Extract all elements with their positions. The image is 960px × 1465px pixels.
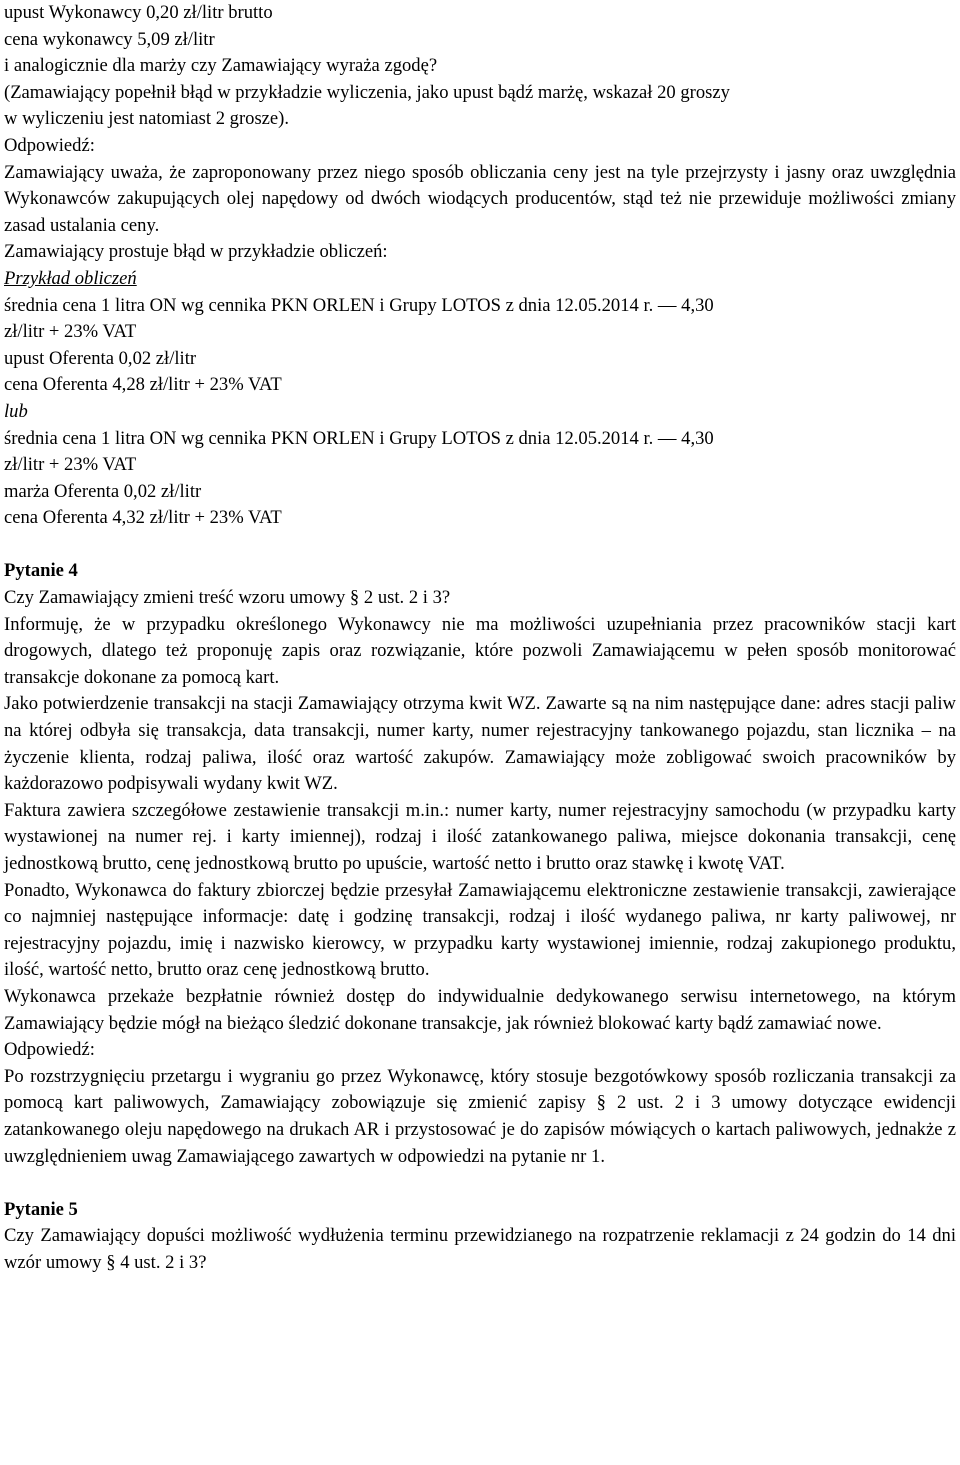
example-line: upust Oferenta 0,02 zł/litr	[4, 347, 197, 369]
example-line: zł/litr + 23% VAT	[4, 321, 137, 343]
question-text: Czy Zamawiający zmieni treść wzoru umowy § 2 ust. 2 i 3?	[4, 587, 451, 609]
answer-label: Odpowiedź:	[4, 134, 95, 156]
example-text: średnia cena 1 litra ON wg cennika PKN ORLEN i Grupy LOTOS z dnia 12.05.2014 r. — 4,30	[4, 294, 714, 316]
example-line: cena Oferenta 4,28 zł/litr + 23% VAT	[4, 374, 282, 396]
answer-label: Odpowiedź:	[4, 1039, 95, 1061]
example-line: zł/litr + 23% VAT	[4, 454, 137, 476]
example-line: cena Oferenta 4,32 zł/litr + 23% VAT	[4, 507, 282, 529]
text-line: cena wykonawcy 5,09 zł/litr	[4, 28, 215, 50]
paragraph: Informuję, że w przypadku określonego Wykonawcy nie ma możliwości uzupełniania przez pracowników stacji kart drogowych, dlatego też proponuję zapis oraz rozwiązanie, które pozwoli Zamawiającemu w pełen sposób monitorować transakcje dokonane za pomocą kart.	[4, 613, 956, 688]
spacer	[4, 532, 960, 559]
paragraph: Wykonawca przekaże bezpłatnie również dostęp do indywidualnie dedykowanego serwisu internetowego, na którym Zamawiający będzie mógł na bieżąco śledzić dokonane transakcje, jak również blokować karty bądź zamawiać nowe.	[4, 985, 956, 1034]
example-title: Przykład obliczeń	[4, 267, 137, 289]
text-line: (Zamawiający popełnił błąd w przykładzie wyliczenia, jako upust bądź marżę, wskazał 20 groszy	[4, 81, 730, 103]
paragraph: Zamawiający uważa, że zaproponowany przez niego sposób obliczania ceny jest na tyle przejrzysty i jasny oraz uwzględnia Wykonawców zakupujących olej napędowy od dwóch wiodących producentów, stąd też nie przewiduje możliwości zmiany zasad ustalania ceny.	[4, 161, 956, 236]
text-line: i analogicznie dla marży czy Zamawiający wyraża zgodę?	[4, 55, 438, 77]
text-line: Zamawiający prostuje błąd w przykładzie obliczeń:	[4, 241, 388, 263]
example-line: marża Oferenta 0,02 zł/litr	[4, 480, 202, 502]
paragraph: Jako potwierdzenie transakcji na stacji Zamawiający otrzyma kwit WZ. Zawarte są na nim następujące dane: adres stacji paliw na której odbyła się transakcja, data transakcji, numer karty, numer rejestracyjny tankowanego pojazdu, stan licznika – na życzenie klienta, rodzaj paliwa, ilość oraz wartość zakupów. Zamawiający może zobligować swoich pracowników by każdorazowo podpisywali wydany kwit WZ.	[4, 693, 956, 795]
example-line	[4, 426, 956, 453]
example-line	[4, 293, 956, 320]
paragraph: Faktura zawiera szczegółowe zestawienie transakcji m.in.: numer karty, numer rejestracyjny samochodu (w przypadku karty wystawionej na numer rej. i karty imiennej), rodzaj i ilość zatankowanego paliwa, miejsce dokonania transakcji, cenę jednostkową brutto, cenę jednostkową brutto po upuście, wartość netto i brutto oraz stawkę i kwotę VAT.	[4, 799, 956, 874]
example-text: średnia cena 1 litra ON wg cennika PKN ORLEN i Grupy LOTOS z dnia 12.05.2014 r. — 4,30	[4, 427, 714, 449]
question-heading: Pytanie 5	[4, 1198, 78, 1220]
question-text: Czy Zamawiający dopuści możliwość wydłużenia terminu przewidzianego na rozpatrzenie reklamacji z 24 godzin do 14 dni wzór umowy § 4 ust. 2 i 3?	[4, 1225, 956, 1273]
paragraph: Ponadto, Wykonawca do faktury zbiorczej będzie przesyłał Zamawiającemu elektroniczne zestawienie transakcji, zawierające co najmniej następujące informacje: datę i godzinę transakcji, rodzaj i ilość wydanego paliwa, nr karty paliwowej, nr rejestracyjny pojazdu, imię i nazwisko kierowcy, w przypadku karty wystawionej imiennie, rodzaj zakupionego produktu, ilość, wartość netto, brutto oraz cenę jednostkową brutto.	[4, 879, 956, 981]
question-heading: Pytanie 4	[4, 560, 78, 582]
spacer	[4, 1170, 960, 1197]
paragraph: Po rozstrzygnięciu przetargu i wygraniu go przez Wykonawcę, który stosuje bezgotówkowy sposób rozliczania transakcji za pomocą kart paliwowych, Zamawiający zobowiązuje się zmienić zapisy § 2 ust. 2 i 3 umowy dotyczące ewidencji zatankowanego oleju napędowego na drukach AR i przystosować je do zapisów mówiących o kartach paliwowych, jednakże z uwzględnieniem uwag Zamawiającego zawartych w odpowiedzi na pytanie nr 1.	[4, 1065, 956, 1167]
text-line: w wyliczeniu jest natomiast 2 grosze).	[4, 108, 290, 130]
lub-label: lub	[4, 400, 28, 422]
text-line: upust Wykonawcy 0,20 zł/litr brutto	[4, 2, 273, 23]
